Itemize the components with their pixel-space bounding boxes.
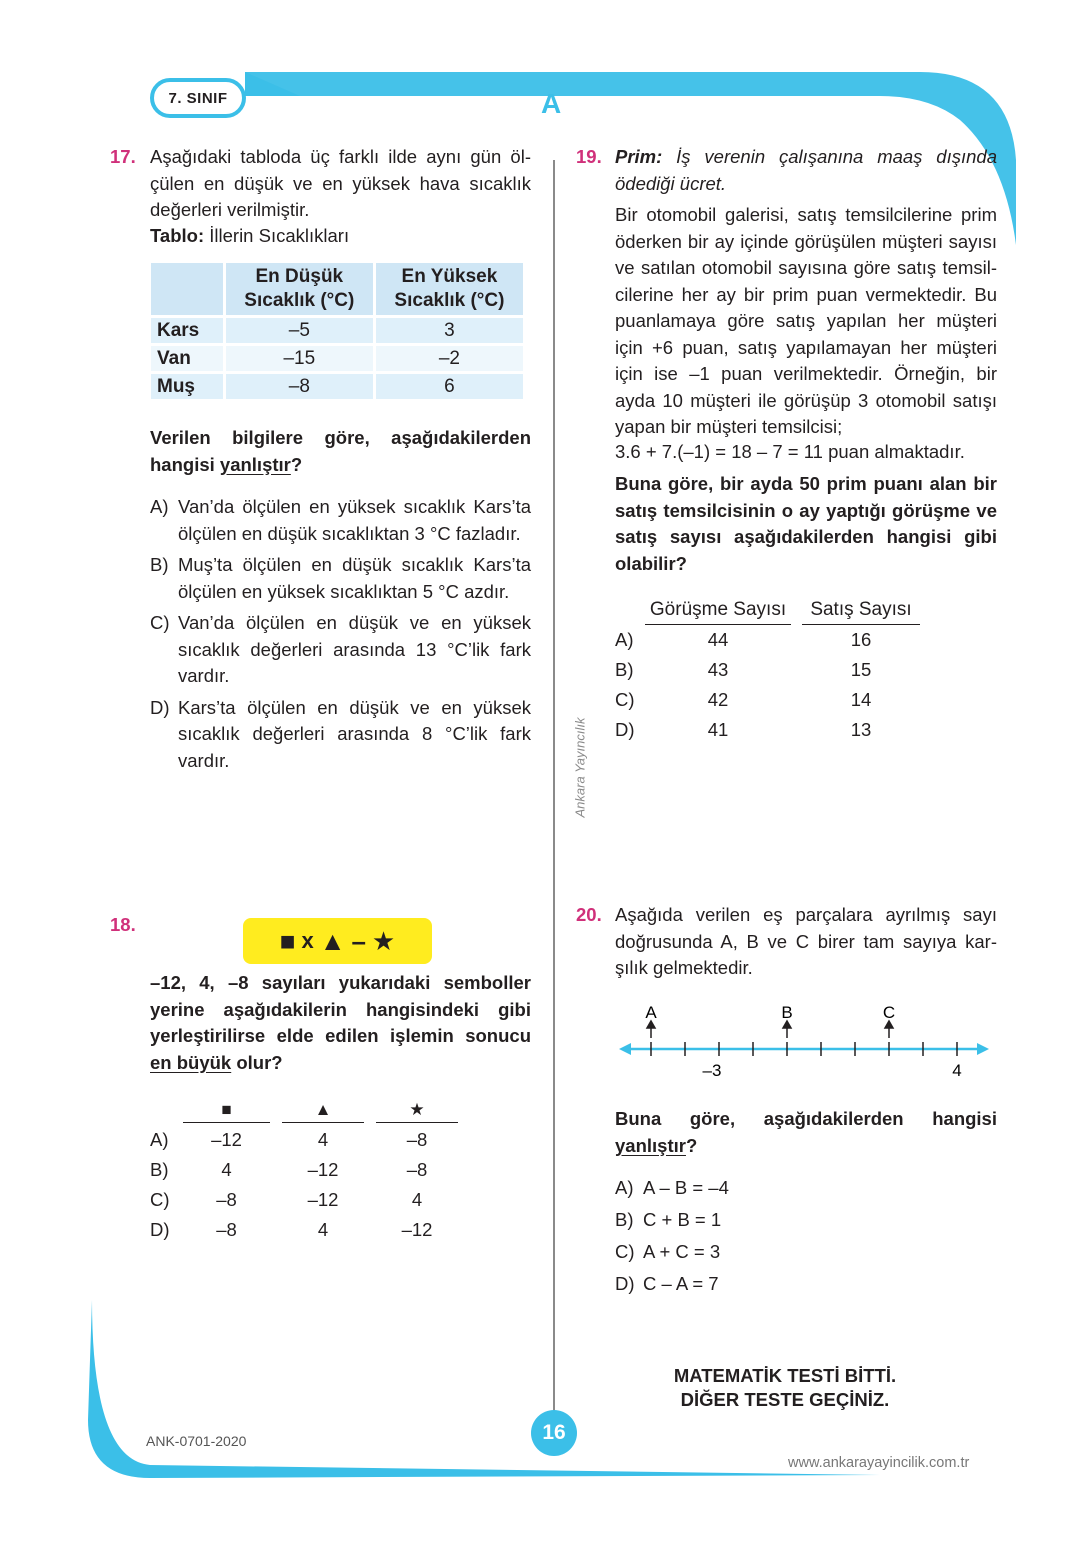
option-text: Muş’ta ölçülen en düşük sıcaklık Kars’ta ölçülen en yüksek sıcaklıktan 5 °C azdır. bbox=[178, 554, 531, 602]
col-head-meetings: Görüşme Sayısı bbox=[645, 599, 791, 625]
q19-question: Buna göre, bir ayda 50 prim puanı alan bir satış temsilcisinin o ay yaptığı görüşme ve satış sayısı aşağıdakilerden hangisi gibi olabilir? bbox=[615, 473, 997, 574]
high-cell: 6 bbox=[374, 373, 524, 401]
triangle-icon: ▲ bbox=[314, 1100, 332, 1119]
option-cell: 14 bbox=[850, 689, 872, 710]
option-label: B) bbox=[615, 1209, 634, 1230]
option-text: A – B = –4 bbox=[643, 1177, 729, 1198]
option-b[interactable] bbox=[150, 552, 531, 605]
option-a[interactable] bbox=[615, 1175, 815, 1202]
table-row bbox=[150, 373, 525, 401]
option-cell: 15 bbox=[850, 659, 872, 680]
point-label-b: B bbox=[781, 1003, 793, 1022]
temperature-table bbox=[148, 260, 526, 402]
q18-question-text: –12, 4, –8 sayıları yukarıdaki semboller yerine aşağıdakilerin hangisindeki gibi yerleştirilirse elde edilen işlemin sonucu bbox=[150, 972, 531, 1046]
col-head-star bbox=[376, 1100, 458, 1123]
table-caption-text: İllerin Sıcaklıkları bbox=[209, 225, 350, 246]
low-cell: –5 bbox=[224, 317, 374, 345]
end-of-test-note bbox=[620, 1364, 950, 1412]
table-caption-label: Tablo: bbox=[150, 225, 205, 246]
minus-sign: – bbox=[351, 925, 366, 956]
q20-options bbox=[615, 1175, 815, 1298]
option-cell: –12 bbox=[211, 1129, 242, 1150]
city-cell: Muş bbox=[150, 373, 225, 401]
star-icon: ★ bbox=[371, 925, 396, 956]
end-line-1: MATEMATİK TESTİ BİTTİ. bbox=[673, 1365, 897, 1386]
q17-number: 17. bbox=[110, 146, 136, 167]
point-label-a: A bbox=[645, 1003, 657, 1022]
q19-number: 19. bbox=[576, 146, 602, 167]
column-divider bbox=[553, 160, 555, 1420]
end-line-2: DİĞER TESTE GEÇİNİZ. bbox=[680, 1389, 890, 1410]
option-text: Kars’ta ölçülen en düşük ve en yüksek sıcaklık değerleri arasında 8 °C’lik fark vardır. bbox=[178, 696, 531, 771]
booklet-code: ANK-0701-2020 bbox=[146, 1433, 247, 1449]
option-cell: –12 bbox=[401, 1219, 433, 1240]
option-cell: 13 bbox=[850, 719, 872, 740]
option-cell: 41 bbox=[707, 719, 729, 740]
option-a[interactable] bbox=[150, 494, 531, 547]
square-icon: ■ bbox=[221, 1100, 232, 1119]
grade-badge: 7. SINIF bbox=[150, 78, 246, 118]
q17-question-end: ? bbox=[290, 453, 303, 475]
publisher-website[interactable]: www.ankarayayincilik.com.tr bbox=[788, 1455, 970, 1471]
q17-question bbox=[150, 425, 531, 478]
option-cell: 4 bbox=[221, 1159, 232, 1180]
q19-definition bbox=[615, 144, 997, 197]
q17-options bbox=[150, 494, 531, 774]
option-cell: –8 bbox=[406, 1129, 428, 1150]
option-label[interactable]: C) bbox=[150, 1189, 170, 1210]
q20-question-underlined: yanlıştır bbox=[615, 1134, 686, 1156]
option-label[interactable]: C) bbox=[615, 689, 635, 710]
q18-question bbox=[150, 970, 531, 1076]
option-d[interactable] bbox=[150, 695, 531, 775]
option-label[interactable]: B) bbox=[150, 1159, 169, 1180]
q17-table-caption bbox=[150, 223, 349, 249]
triangle-icon: ▲ bbox=[319, 925, 346, 956]
option-label[interactable]: A) bbox=[150, 1129, 169, 1150]
q20-question-end: ? bbox=[685, 1134, 698, 1156]
option-label: A) bbox=[150, 496, 169, 517]
q19-example: 3.6 + 7.(–1) = 18 – 7 = 11 puan almaktadır. bbox=[615, 441, 965, 462]
option-text: C – A = 7 bbox=[643, 1273, 719, 1294]
table-header-high: En Yüksek Sıcaklık (°C) bbox=[374, 262, 524, 317]
page-number: 16 bbox=[531, 1410, 577, 1456]
q20-question bbox=[615, 1106, 997, 1159]
low-cell: –15 bbox=[224, 345, 374, 373]
q20-question-text: Buna göre, aşağıdakilerden hangisi bbox=[615, 1108, 997, 1129]
q17-intro: Aşağıdaki tabloda üç farklı ilde aynı gün öl-çülen en düşük ve en yüksek hava sıcaklık değerleri verilmiştir. bbox=[150, 146, 531, 220]
definition-text: İş verenin çalışanına maaş dışında ödediği ücret. bbox=[615, 146, 997, 194]
star-icon: ★ bbox=[409, 1100, 425, 1119]
option-cell: 44 bbox=[707, 629, 729, 650]
table-header-row bbox=[150, 262, 525, 317]
option-cell: 42 bbox=[707, 689, 729, 710]
tick-label-4: 4 bbox=[952, 1061, 962, 1080]
definition-term: Prim: bbox=[615, 146, 663, 167]
table-header-low: En Düşük Sıcaklık (°C) bbox=[224, 262, 374, 317]
table-header-empty bbox=[150, 262, 225, 317]
col-head-sales: Satış Sayısı bbox=[802, 599, 920, 625]
option-label: D) bbox=[150, 696, 170, 718]
q18-question-underlined: en büyük bbox=[150, 1051, 232, 1073]
option-cell: 4 bbox=[411, 1189, 423, 1210]
option-cell: 4 bbox=[317, 1129, 329, 1150]
option-text: Van’da ölçülen en düşük ve en yüksek sıcaklık değerleri arasında 13 °C’lik fark vardır. bbox=[178, 612, 531, 686]
symbol-expression bbox=[243, 918, 432, 964]
option-text: C + B = 1 bbox=[643, 1209, 722, 1230]
option-label[interactable]: A) bbox=[615, 629, 634, 650]
option-label: D) bbox=[615, 1273, 635, 1294]
publisher-watermark: Ankara Yayıncılık bbox=[573, 708, 588, 828]
q17-question-underlined: yanlıştır bbox=[219, 453, 291, 475]
option-c[interactable] bbox=[150, 610, 531, 690]
option-label[interactable]: B) bbox=[615, 659, 634, 680]
option-text: A + C = 3 bbox=[643, 1241, 721, 1262]
option-cell: –8 bbox=[216, 1219, 237, 1240]
times-sign: x bbox=[301, 928, 314, 953]
high-cell: 3 bbox=[374, 317, 524, 345]
q19-body: Bir otomobil galerisi, satış temsilcilerine prim öderken bir ay içinde görüşülen müşteri sayısı ve satılan otomobil sayısına göre satış temsil-cilerine her ay bir prim puan vermektedir. Bu puanlamaya göre satış yapılan her müşteri için +6 puan, satış yapılamayan her müşteri için ise –1 puan verilmektedir. Örneğin, bir ayda 10 müşteri ile görüşüp 3 otomobil satışı yapan bir müşteri temsilcisi; bbox=[615, 204, 997, 437]
q18-number: 18. bbox=[110, 914, 136, 935]
q17-question-text: Verilen bilgilere göre, aşağıdakilerden hangisi bbox=[150, 427, 531, 475]
tick-label-neg3: –3 bbox=[702, 1061, 722, 1080]
table-row bbox=[150, 345, 525, 373]
q20-intro: Aşağıda verilen eş parçalara ayrılmış sayı doğrusunda A, B ve C birer tam sayıya kar-şılık gelmektedir. bbox=[615, 904, 997, 978]
option-cell: 43 bbox=[707, 659, 729, 680]
option-cell: –12 bbox=[307, 1189, 339, 1210]
city-cell: Van bbox=[150, 345, 225, 373]
option-label[interactable]: D) bbox=[615, 719, 635, 740]
table-row bbox=[150, 317, 525, 345]
option-cell: 16 bbox=[850, 629, 872, 650]
option-c[interactable] bbox=[615, 1239, 815, 1266]
option-b[interactable] bbox=[615, 1207, 815, 1234]
option-label: C) bbox=[615, 1241, 635, 1262]
q18-question-end: olur? bbox=[236, 1051, 283, 1073]
option-cell: 4 bbox=[317, 1219, 329, 1240]
option-label[interactable]: D) bbox=[150, 1219, 170, 1240]
square-icon: ■ bbox=[279, 925, 296, 956]
option-text: Van’da ölçülen en yüksek sıcaklık Kars’ta ölçülen en düşük sıcaklıktan 3 °C fazladır. bbox=[178, 496, 531, 544]
col-head-triangle bbox=[282, 1100, 364, 1123]
option-cell: –12 bbox=[307, 1159, 339, 1180]
option-cell: –8 bbox=[406, 1159, 428, 1180]
option-label: B) bbox=[150, 554, 169, 575]
option-cell: –8 bbox=[216, 1189, 237, 1210]
booklet-type: A bbox=[541, 88, 562, 119]
city-cell: Kars bbox=[150, 317, 225, 345]
option-label: A) bbox=[615, 1177, 634, 1198]
q20-number: 20. bbox=[576, 904, 602, 925]
low-cell: –8 bbox=[224, 373, 374, 401]
number-line bbox=[615, 998, 995, 1084]
option-d[interactable] bbox=[615, 1271, 815, 1298]
high-cell: –2 bbox=[374, 345, 524, 373]
point-label-c: C bbox=[882, 1003, 896, 1022]
option-label: C) bbox=[150, 612, 170, 633]
col-head-square bbox=[183, 1100, 270, 1123]
